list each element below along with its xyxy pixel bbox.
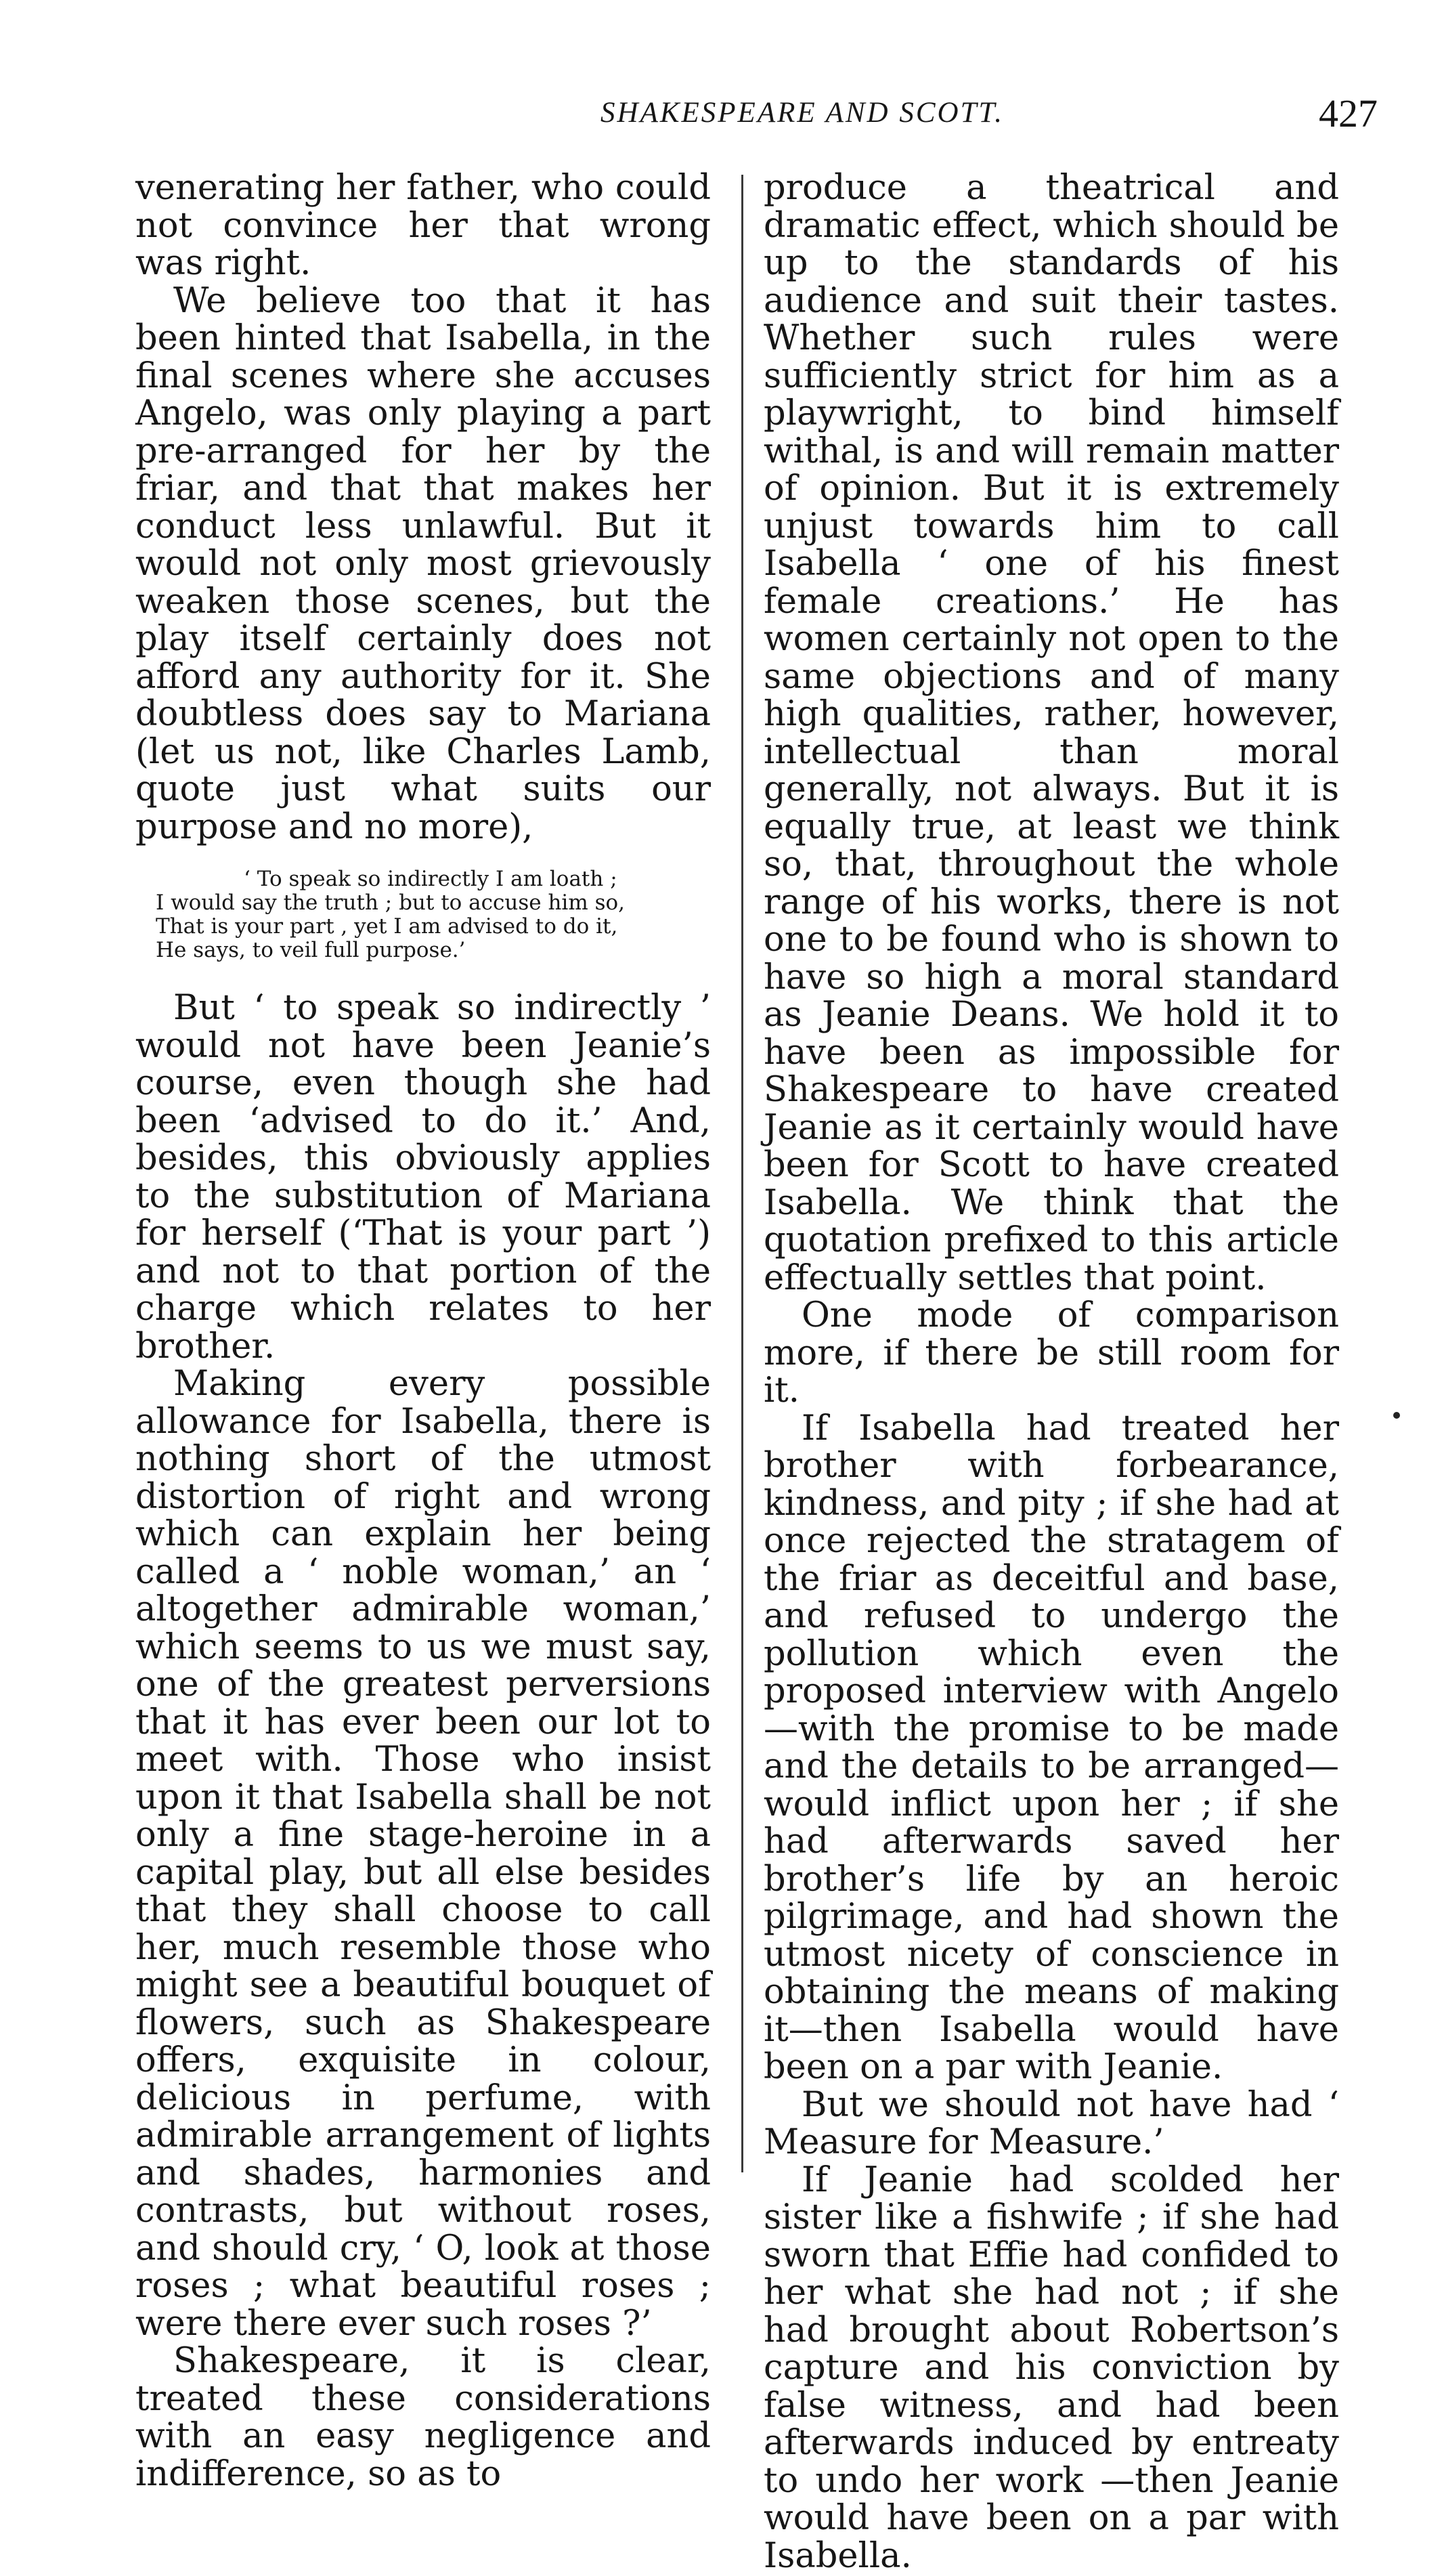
paragraph: venerating her father, who could not convince her that wrong was right. (135, 168, 711, 283)
paragraph: But ‘ to speak so indirectly ’ would not have been Jeanie’s course, even though she had been ‘advised to do it.’ And, besides, this obviously applies to the substitution of Mariana for herself (‘That is your part ’) and not to that portion of the charge which relates to her brother. (135, 988, 711, 1367)
paragraph: If Isabella had treated her brother with forbearance, kindness, and pity ; if she had at once rejected the stratagem of the friar as deceitful and base, and refused to undergo the pollution which even the proposed interview with Angelo—with the promise to be made and the details to be arranged—would inflict upon her ; if she had afterwards saved her brother’s life by an heroic pilgrimage, and had shown the utmost nicety of conscience in obtaining the means of making it—then Isabella would have been on a par with Jeanie. (764, 1408, 1339, 2087)
paragraph: But we should not have had ‘ Measure for Measure.’ (764, 2084, 1339, 2162)
quote-line: I would say the truth ; but to accuse him so, (156, 890, 626, 915)
paragraph: We believe too that it has been hinted that Isabella, in the final scenes where she accuses Angelo, was only playing a part pre-arranged for her by the friar, and that that makes her conduct less unlawful. But it would not only most grievously weaken those scenes, but the play itself certainly does not afford any authority for it. She doubtless does say to Mariana (let us not, like Charles Lamb, quote just what suits our purpose and no more), (135, 280, 711, 847)
running-title: SHAKESPEARE AND SCOTT. (600, 97, 1004, 129)
paragraph: Shakespeare, it is clear, treated these considerations with an easy negligence and indifference, so as to (135, 2341, 711, 2494)
column-divider (741, 175, 743, 2172)
page-number: 427 (1319, 91, 1378, 135)
quote-line: ‘ To speak so indirectly I am loath ; (244, 867, 617, 891)
block-quote (135, 867, 711, 962)
quote-line: He says, to veil full purpose.’ (156, 938, 466, 962)
right-column (764, 169, 1339, 2575)
print-speck (1393, 1412, 1400, 1419)
quote-line: That is your part , yet I am advised to do it, (156, 914, 618, 939)
left-column (135, 169, 711, 2493)
paragraph: Making every possible allowance for Isabella, there is nothing short of the utmost distortion of right and wrong which can explain her being called a ‘ noble woman,’ an ‘ altogether admirable woman,’ which seems to us we must say, one of the greatest perversions that it has ever been our lot to meet with. Those who insist upon it that Isabella shall be not only a fine stage-heroine in a capital play, but all else besides that they shall choose to call her, much resemble those who might see a beautiful bouquet of flowers, such as Shakespeare offers, exquisite in colour, delicious in perfume, with admirable arrangement of lights and shades, harmonies and contrasts, but without roses, and should cry, ‘ O, look at those roses ; what beautiful roses ; were there ever such roses ?’ (135, 1364, 711, 2344)
paragraph: produce a theatrical and dramatic effect, which should be up to the standards of his audience and suit their tastes. Whether such rules were sufficiently strict for him as a playwright, to bind himself withal, is and will remain matter of opinion. But it is extremely unjust towards him to call Isabella ‘ one of his finest female creations.’ He has women certainly not open to the same objections and of many high qualities, rather, however, intellectual than moral generally, not always. But it is equally true, at least we think so, that, throughout the whole range of his works, there is not one to be found who is shown to have so high a moral standard as Jeanie Deans. We hold it to have been as impossible for Shakespeare to have created Jeanie as it certainly would have been for Scott to have created Isabella. We think that the quotation prefixed to this article effectually settles that point. (764, 168, 1339, 1298)
paragraph: If Jeanie had scolded her sister like a fishwife ; if she had sworn that Effie had confided to her what she had not ; if she had brought about Robertson’s capture and his conviction by false witness, and had been afterwards induced by entreaty to undo her work —then Jeanie would have been on a par with Isabella. (764, 2160, 1339, 2576)
paragraph: One mode of comparison more, if there be still room for it. (764, 1295, 1339, 1411)
